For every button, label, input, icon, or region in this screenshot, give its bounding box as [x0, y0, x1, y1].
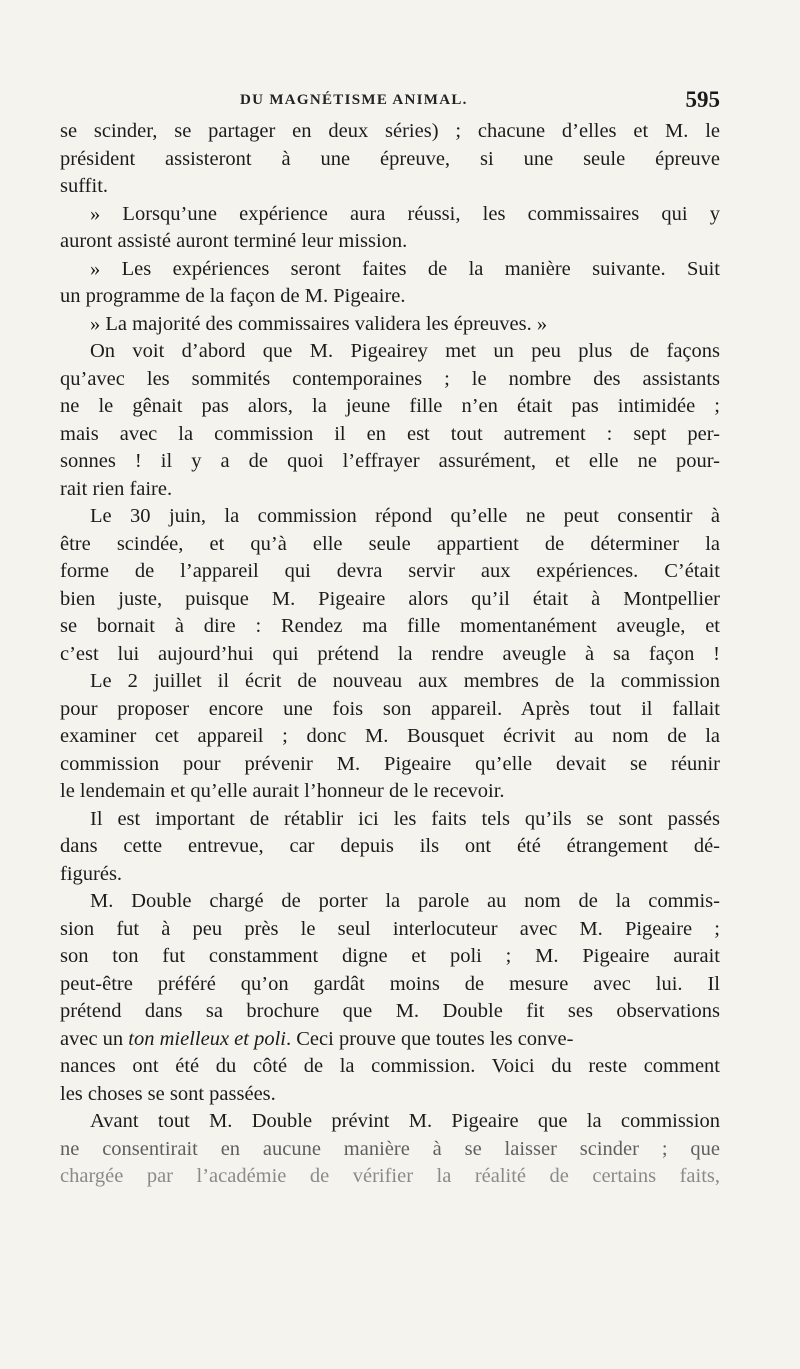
- text-run: avec un: [60, 1027, 124, 1050]
- body-text: [60, 118, 720, 1191]
- text-line: se scinder, se partager en deux séries) ; chacune d’elles et M. le: [60, 120, 720, 142]
- text-line: un programme de la façon de M. Pigeaire.: [60, 285, 406, 307]
- text-line: examiner cet appareil ; donc M. Bousquet écrivit au nom de la: [60, 725, 720, 747]
- page-number: 595: [685, 87, 720, 112]
- text-line: qu’avec les sommités contemporaines ; le nombre des assistants: [60, 367, 720, 390]
- text-line: mais avec la commission il en est tout autrement : sept per-: [60, 422, 720, 445]
- text-line: » La majorité des commissaires validera les épreuves. »: [90, 312, 548, 335]
- text-line: M. Double chargé de porter la parole au nom de la commis-: [90, 890, 720, 912]
- text-line: son ton fut constamment digne et poli ; M. Pigeaire aurait: [60, 945, 720, 967]
- text-line: c’est lui aujourd’hui qui prétend la rendre aveugle à sa façon !: [60, 642, 720, 665]
- text-line: Le 30 juin, la commission répond qu’elle ne peut consentir à: [90, 505, 720, 527]
- text-line: Le 2 juillet il écrit de nouveau aux membres de la commission: [90, 670, 720, 692]
- text-line: se bornait à dire : Rendez ma fille momentanément aveugle, et: [60, 615, 720, 637]
- text-line: ne le gênait pas alors, la jeune fille n’en était pas intimidée ;: [60, 395, 720, 417]
- text-line-mixed: [60, 1026, 720, 1054]
- text-line: Avant tout M. Double prévint M. Pigeaire que la commission: [90, 1110, 720, 1132]
- text-line: forme de l’appareil qui devra servir aux expériences. C’était: [60, 560, 720, 582]
- text-line: figurés.: [60, 862, 123, 885]
- text-line: On voit d’abord que M. Pigeairey met un peu plus de façons: [90, 340, 720, 362]
- text-line: commission pour prévenir M. Pigeaire qu’elle devait se réunir: [60, 752, 720, 775]
- text-line: chargée par l’académie de vérifier la réalité de certains faits,: [60, 1165, 720, 1187]
- text-line: sion fut à peu près le seul interlocuteur avec M. Pigeaire ;: [60, 917, 720, 940]
- text-line: être scindée, et qu’à elle seule appartient de déterminer la: [60, 532, 720, 555]
- italic-run: ton mielleux et poli: [128, 1027, 286, 1050]
- text-line: prétend dans sa brochure que M. Double fit ses observations: [60, 1000, 720, 1022]
- text-line: » Les expériences seront faites de la manière suivante. Suit: [90, 257, 720, 280]
- text-line: » Lorsqu’une expérience aura réussi, les commissaires qui y: [90, 202, 720, 225]
- text-line: le lendemain et qu’elle aurait l’honneur de le recevoir.: [60, 780, 505, 802]
- text-line: auront assisté auront terminé leur mission.: [60, 230, 408, 252]
- text-line: peut-être préféré qu’on gardât moins de mesure avec lui. Il: [60, 972, 720, 995]
- text-line: nances ont été du côté de la commission. Voici du reste comment: [60, 1055, 720, 1077]
- text-line: dans cette entrevue, car depuis ils ont été étrangement dé-: [60, 835, 720, 857]
- text-run: . Ceci prouve que toutes les conve-: [286, 1027, 574, 1050]
- text-line: suffit.: [60, 175, 109, 197]
- text-line: pour proposer encore une fois son appareil. Après tout il fallait: [60, 697, 720, 720]
- text-line: sonnes ! il y a de quoi l’effrayer assurément, et elle ne pour-: [60, 450, 720, 472]
- text-line: bien juste, puisque M. Pigeaire alors qu’il était à Montpellier: [60, 587, 720, 610]
- text-line: les choses se sont passées.: [60, 1082, 276, 1105]
- text-line: président assisteront à une épreuve, si une seule épreuve: [60, 147, 720, 170]
- text-line: ne consentirait en aucune manière à se laisser scinder ; que: [60, 1137, 720, 1160]
- page-header: [60, 87, 720, 116]
- text-line: Il est important de rétablir ici les faits tels qu’ils se sont passés: [90, 807, 720, 830]
- running-title: DU MAGNÉTISME ANIMAL.: [240, 92, 468, 108]
- text-line: rait rien faire.: [60, 477, 173, 500]
